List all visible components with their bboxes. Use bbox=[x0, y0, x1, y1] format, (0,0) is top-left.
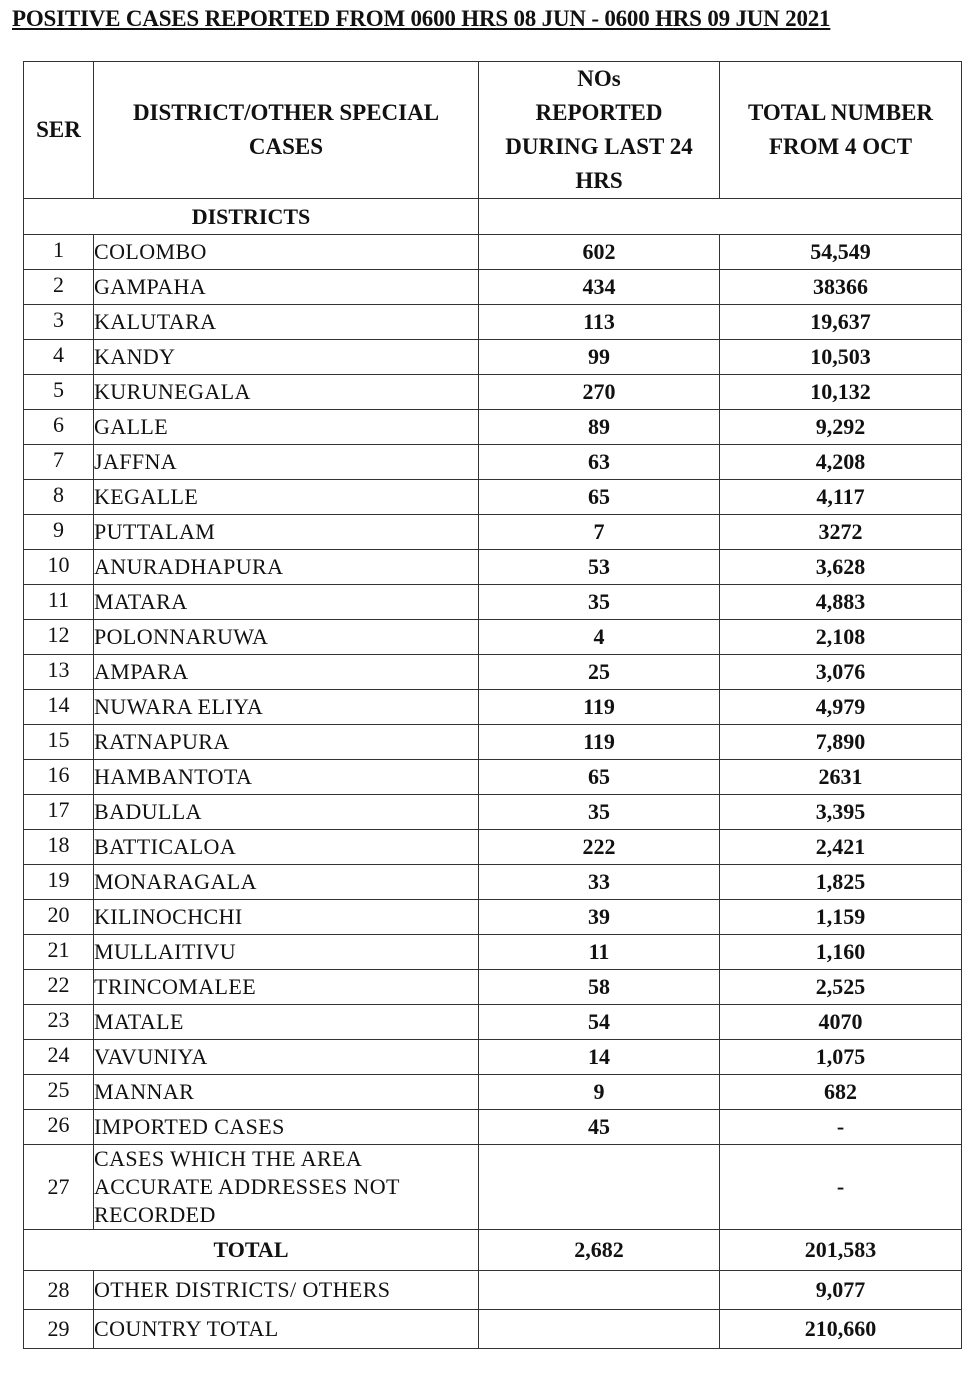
total-cell: 3272 bbox=[720, 515, 962, 550]
total-cell: 1,825 bbox=[720, 865, 962, 900]
table-row bbox=[24, 830, 962, 865]
total-cell: 7,890 bbox=[720, 725, 962, 760]
total-cell: 4,208 bbox=[720, 445, 962, 480]
total-cell: 38366 bbox=[720, 270, 962, 305]
district-cell: TRINCOMALEE bbox=[94, 970, 479, 1005]
total-label: TOTAL bbox=[24, 1230, 479, 1271]
ser-cell: 4 bbox=[24, 340, 94, 375]
last24-cell: 270 bbox=[479, 375, 720, 410]
district-cell: ANURADHAPURA bbox=[94, 550, 479, 585]
district-cell: NUWARA ELIYA bbox=[94, 690, 479, 725]
district-cell: PUTTALAM bbox=[94, 515, 479, 550]
ser-cell: 28 bbox=[24, 1271, 94, 1310]
district-cell: VAVUNIYA bbox=[94, 1040, 479, 1075]
table-row bbox=[24, 550, 962, 585]
total-cell: 4,979 bbox=[720, 690, 962, 725]
district-cell: HAMBANTOTA bbox=[94, 760, 479, 795]
table-row bbox=[24, 900, 962, 935]
ser-cell: 15 bbox=[24, 725, 94, 760]
total-cell: 4,883 bbox=[720, 585, 962, 620]
district-cell: MATARA bbox=[94, 585, 479, 620]
table-row bbox=[24, 1040, 962, 1075]
district-cell: GAMPAHA bbox=[94, 270, 479, 305]
table-row bbox=[24, 235, 962, 270]
total-cell: 1,159 bbox=[720, 900, 962, 935]
district-cell: KANDY bbox=[94, 340, 479, 375]
table-row bbox=[24, 1110, 962, 1145]
total-cell: 682 bbox=[720, 1075, 962, 1110]
table-row bbox=[24, 410, 962, 445]
ser-cell: 11 bbox=[24, 585, 94, 620]
footer-row bbox=[24, 1271, 962, 1310]
header-last24: NOs REPORTED DURING LAST 24 HRS bbox=[479, 62, 720, 199]
district-cell: COLOMBO bbox=[94, 235, 479, 270]
table-row-unrecorded bbox=[24, 1145, 962, 1230]
total-cell: 54,549 bbox=[720, 235, 962, 270]
last24-cell: 35 bbox=[479, 585, 720, 620]
last24-cell: 89 bbox=[479, 410, 720, 445]
last24-cell bbox=[479, 1310, 720, 1349]
district-cell: KURUNEGALA bbox=[94, 375, 479, 410]
district-cell: MATALE bbox=[94, 1005, 479, 1040]
ser-cell: 3 bbox=[24, 305, 94, 340]
district-cell: IMPORTED CASES bbox=[94, 1110, 479, 1145]
ser-cell: 9 bbox=[24, 515, 94, 550]
total-cell: 3,076 bbox=[720, 655, 962, 690]
last24-cell: 113 bbox=[479, 305, 720, 340]
last24-cell: 11 bbox=[479, 935, 720, 970]
last24-cell: 119 bbox=[479, 725, 720, 760]
district-cell: KEGALLE bbox=[94, 480, 479, 515]
total-row bbox=[24, 1230, 962, 1271]
last24-cell bbox=[479, 1145, 720, 1230]
table-row bbox=[24, 375, 962, 410]
district-cell: GALLE bbox=[94, 410, 479, 445]
district-cell: POLONNARUWA bbox=[94, 620, 479, 655]
section-row-districts bbox=[24, 199, 962, 235]
table-row bbox=[24, 620, 962, 655]
total-total-cell: 201,583 bbox=[720, 1230, 962, 1271]
total-cell: 3,395 bbox=[720, 795, 962, 830]
ser-cell: 18 bbox=[24, 830, 94, 865]
last24-cell: 222 bbox=[479, 830, 720, 865]
ser-cell: 17 bbox=[24, 795, 94, 830]
table-row bbox=[24, 970, 962, 1005]
total-cell: 10,503 bbox=[720, 340, 962, 375]
district-cell: AMPARA bbox=[94, 655, 479, 690]
ser-cell: 8 bbox=[24, 480, 94, 515]
last24-cell: 14 bbox=[479, 1040, 720, 1075]
ser-cell: 25 bbox=[24, 1075, 94, 1110]
total-cell: - bbox=[720, 1110, 962, 1145]
last24-cell: 25 bbox=[479, 655, 720, 690]
ser-cell: 12 bbox=[24, 620, 94, 655]
district-cell: KALUTARA bbox=[94, 305, 479, 340]
total-cell: 10,132 bbox=[720, 375, 962, 410]
last24-cell: 9 bbox=[479, 1075, 720, 1110]
district-cell: BATTICALOA bbox=[94, 830, 479, 865]
last24-cell: 602 bbox=[479, 235, 720, 270]
ser-cell: 22 bbox=[24, 970, 94, 1005]
ser-cell: 20 bbox=[24, 900, 94, 935]
total-cell: 4070 bbox=[720, 1005, 962, 1040]
district-cell: MONARAGALA bbox=[94, 865, 479, 900]
last24-cell: 53 bbox=[479, 550, 720, 585]
section-empty-cell bbox=[479, 199, 962, 235]
district-cell: CASES WHICH THE AREA ACCURATE ADDRESSES NOT RECORDED bbox=[94, 1145, 479, 1230]
last24-cell: 4 bbox=[479, 620, 720, 655]
ser-cell: 19 bbox=[24, 865, 94, 900]
table-row bbox=[24, 305, 962, 340]
total-cell: 3,628 bbox=[720, 550, 962, 585]
last24-cell: 33 bbox=[479, 865, 720, 900]
table-row bbox=[24, 865, 962, 900]
ser-cell: 7 bbox=[24, 445, 94, 480]
table-row bbox=[24, 480, 962, 515]
table-row bbox=[24, 585, 962, 620]
ser-cell: 2 bbox=[24, 270, 94, 305]
total-cell: 2,421 bbox=[720, 830, 962, 865]
total-cell: 9,077 bbox=[720, 1271, 962, 1310]
last24-cell: 99 bbox=[479, 340, 720, 375]
table-row bbox=[24, 270, 962, 305]
header-ser: SER bbox=[24, 62, 94, 199]
ser-cell: 21 bbox=[24, 935, 94, 970]
district-cell: MANNAR bbox=[94, 1075, 479, 1110]
ser-cell: 23 bbox=[24, 1005, 94, 1040]
total-cell: 1,160 bbox=[720, 935, 962, 970]
last24-cell: 119 bbox=[479, 690, 720, 725]
page-title: POSITIVE CASES REPORTED FROM 0600 HRS 08 JUN - 0600 HRS 09 JUN 2021 bbox=[12, 6, 831, 31]
total-cell: 2,525 bbox=[720, 970, 962, 1005]
header-total: TOTAL NUMBER FROM 4 OCT bbox=[720, 62, 962, 199]
total-cell: - bbox=[720, 1145, 962, 1230]
table-row bbox=[24, 515, 962, 550]
table-row bbox=[24, 725, 962, 760]
total-last24-cell: 2,682 bbox=[479, 1230, 720, 1271]
ser-cell: 10 bbox=[24, 550, 94, 585]
ser-cell: 27 bbox=[24, 1145, 94, 1230]
district-cell: OTHER DISTRICTS/ OTHERS bbox=[94, 1271, 479, 1310]
table-row bbox=[24, 690, 962, 725]
header-row bbox=[24, 62, 962, 199]
last24-cell bbox=[479, 1271, 720, 1310]
table-row bbox=[24, 340, 962, 375]
last24-cell: 63 bbox=[479, 445, 720, 480]
total-cell: 19,637 bbox=[720, 305, 962, 340]
total-cell: 2631 bbox=[720, 760, 962, 795]
last24-cell: 434 bbox=[479, 270, 720, 305]
total-cell: 4,117 bbox=[720, 480, 962, 515]
last24-cell: 35 bbox=[479, 795, 720, 830]
ser-cell: 26 bbox=[24, 1110, 94, 1145]
ser-cell: 1 bbox=[24, 235, 94, 270]
ser-cell: 24 bbox=[24, 1040, 94, 1075]
total-cell: 210,660 bbox=[720, 1310, 962, 1349]
district-cell: KILINOCHCHI bbox=[94, 900, 479, 935]
table-row bbox=[24, 655, 962, 690]
district-cell: MULLAITIVU bbox=[94, 935, 479, 970]
total-cell: 2,108 bbox=[720, 620, 962, 655]
last24-cell: 65 bbox=[479, 760, 720, 795]
last24-cell: 45 bbox=[479, 1110, 720, 1145]
table-row bbox=[24, 935, 962, 970]
table-row bbox=[24, 1005, 962, 1040]
ser-cell: 5 bbox=[24, 375, 94, 410]
ser-cell: 13 bbox=[24, 655, 94, 690]
last24-cell: 65 bbox=[479, 480, 720, 515]
district-cell: BADULLA bbox=[94, 795, 479, 830]
table-row bbox=[24, 795, 962, 830]
total-cell: 1,075 bbox=[720, 1040, 962, 1075]
district-cell: COUNTRY TOTAL bbox=[94, 1310, 479, 1349]
ser-cell: 16 bbox=[24, 760, 94, 795]
last24-cell: 7 bbox=[479, 515, 720, 550]
last24-cell: 54 bbox=[479, 1005, 720, 1040]
table-row bbox=[24, 1075, 962, 1110]
cases-table bbox=[23, 61, 962, 1349]
district-cell: RATNAPURA bbox=[94, 725, 479, 760]
table-row bbox=[24, 760, 962, 795]
last24-cell: 58 bbox=[479, 970, 720, 1005]
ser-cell: 6 bbox=[24, 410, 94, 445]
last24-cell: 39 bbox=[479, 900, 720, 935]
total-cell: 9,292 bbox=[720, 410, 962, 445]
header-district: DISTRICT/OTHER SPECIAL CASES bbox=[94, 62, 479, 199]
footer-row bbox=[24, 1310, 962, 1349]
table-row bbox=[24, 445, 962, 480]
district-cell: JAFFNA bbox=[94, 445, 479, 480]
section-label: DISTRICTS bbox=[24, 199, 479, 235]
ser-cell: 14 bbox=[24, 690, 94, 725]
ser-cell: 29 bbox=[24, 1310, 94, 1349]
